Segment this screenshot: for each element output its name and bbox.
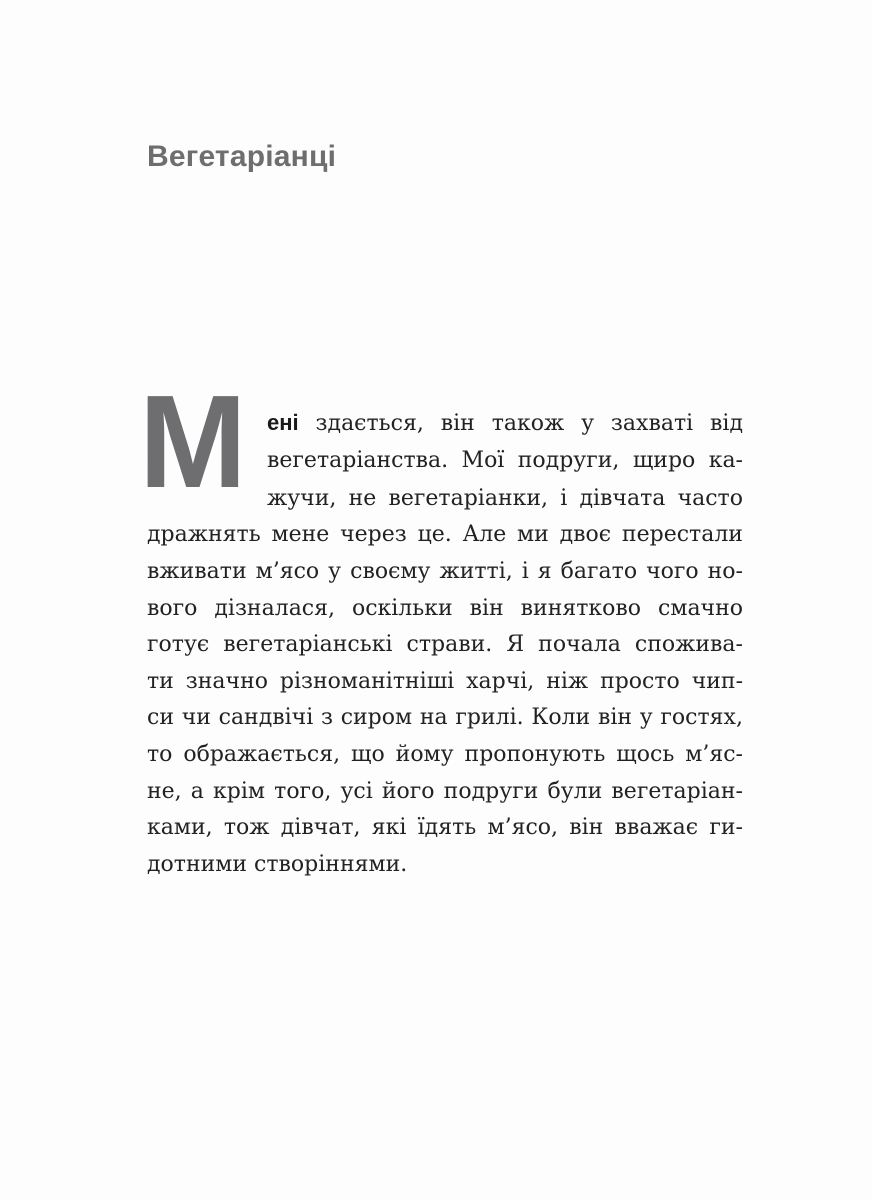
text-line-6: вого дізналася, оскільки він винятково смачно	[147, 596, 744, 621]
text-line-11: не, а крім того, усі його подруги були вегетаріан-	[147, 779, 743, 804]
text-line-8: ти значно різноманітніші харчі, ніж просто чип-	[147, 669, 744, 694]
text-line-7: готує вегетаріанські страви. Я почала спожива-	[147, 632, 743, 657]
drop-cap-letter: М	[139, 368, 247, 515]
lead-in-word: ені	[267, 410, 299, 435]
text-line-2: вегетаріанства. Мої подруги, щиро ка-	[267, 448, 743, 473]
text-line-10: то ображається, що йому пропонують щось м’яс-	[147, 742, 743, 767]
text-line-13: дотними створіннями.	[147, 852, 408, 877]
text-line-3: жучи, не вегетаріанки, і дівчата часто	[267, 486, 743, 511]
text-line-1	[267, 412, 743, 435]
text-line-9: си чи сандвічі з сиром на грилі. Коли він у гостях,	[147, 705, 743, 730]
line-text: здається, він також у захваті від	[298, 411, 744, 436]
chapter-title: Вегетаріанці	[147, 140, 337, 173]
text-line-5: вживати м’ясо у своєму житті, і я багато чого но-	[147, 559, 743, 584]
text-line-12: ками, тож дівчат, які їдять м’ясо, він вважає ги-	[147, 815, 743, 840]
text-line-4: дражнять мене через це. Але ми двоє перестали	[147, 522, 743, 547]
